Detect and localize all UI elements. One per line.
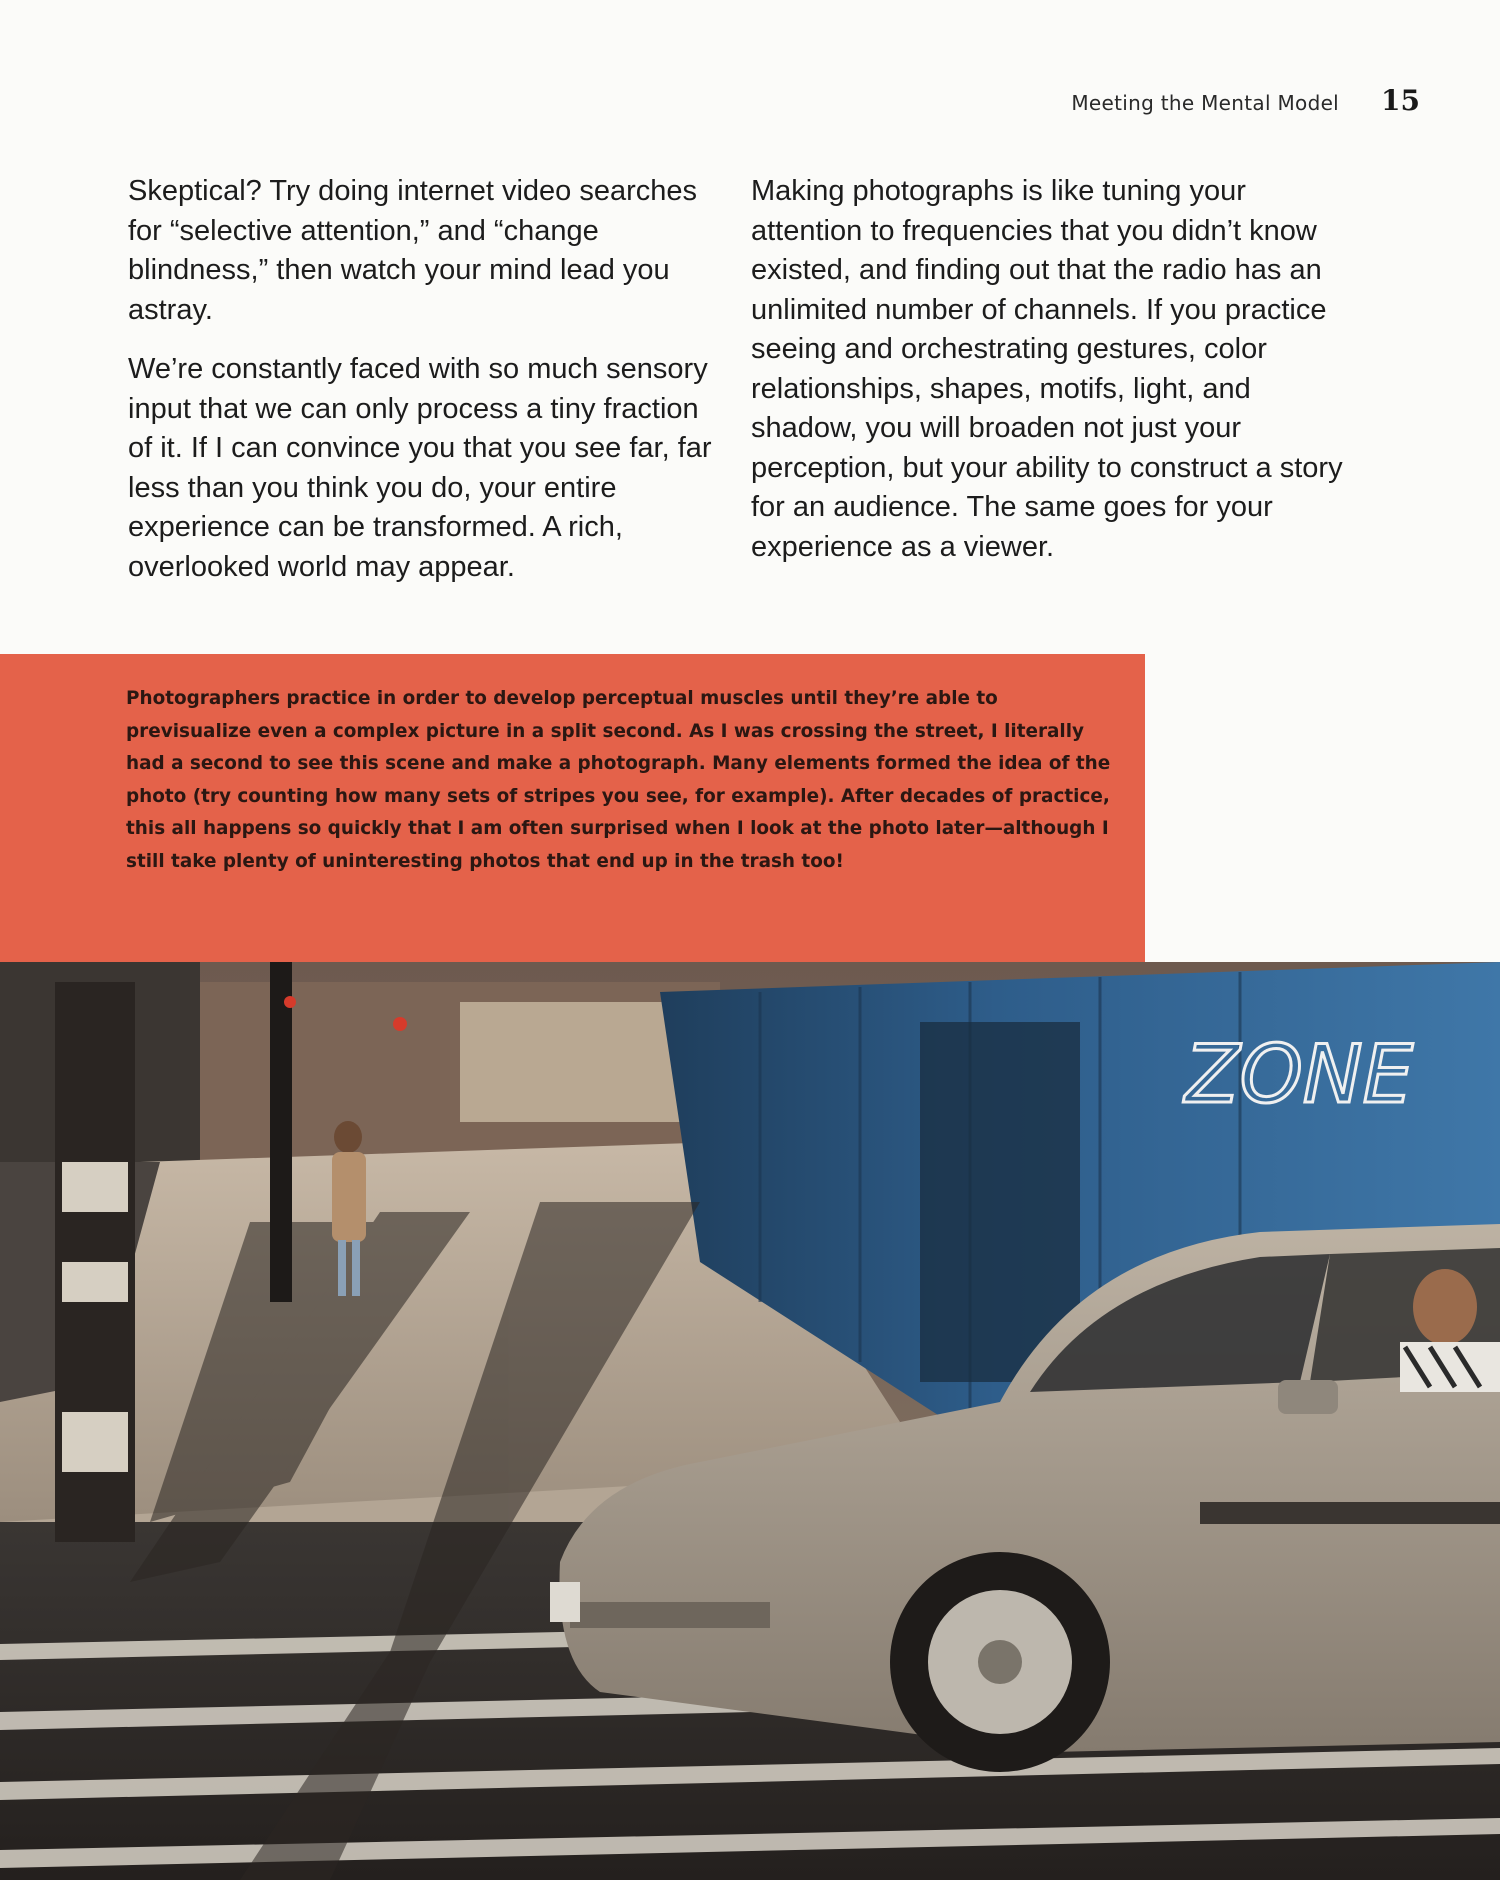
left-paragraph-1: Skeptical? Try doing internet video searches for “selective attention,” and “change blindness,” then watch your mind lead you astray.: [128, 175, 698, 326]
photo-caption: Photographers practice in order to develop perceptual muscles until they’re able to previsualize even a complex picture in a split second. As I was crossing the street, I literally had a second to see this scene and make a photograph. Many elements formed the idea of the photo (try counting how many sets of stripes you see, for example). After decades of practice, this all happens so quickly that I am often surprised when I look at the photo later—although I still take plenty of uninteresting photos that end up in the trash too!: [126, 688, 1111, 872]
pedestrian-leg-left: [338, 1240, 346, 1296]
left-paragraph-2: We’re constantly faced with so much sensory input that we can only process a tiny fraction of it. If I can convince you that you see far, far less than you think you do, your entire experience can be transformed. A rich, overlooked world may appear.: [128, 353, 712, 583]
side-mirror: [1278, 1380, 1338, 1414]
right-paragraph-1: Making photographs is like tuning your attention to frequencies that you didn’t know existed, and finding out that the radio has an unlimited number of channels. If you practice seeing and orchestrating gestures, color relationships, shapes, motifs, light, and shadow, you will broaden not just your perception, but your ability to construct a story for an audience. The same goes for your experience as a viewer.: [751, 175, 1343, 563]
traffic-light-red: [284, 996, 296, 1008]
street-photo: [0, 962, 1500, 1880]
running-head-title: Meeting the Mental Model: [1071, 91, 1340, 115]
graffiti-tag: ZONE: [1185, 1028, 1414, 1121]
street-photo-illustration: [0, 962, 1500, 1880]
running-header: [1071, 84, 1420, 124]
pedestrian-coat: [332, 1152, 366, 1242]
left-column: [128, 172, 724, 607]
page-number: 15: [1381, 84, 1420, 117]
pedestrian-head: [334, 1121, 362, 1153]
driver-face: [1413, 1269, 1477, 1345]
traffic-light-red-far: [393, 1017, 407, 1031]
pedestrian-leg-right: [352, 1240, 360, 1296]
background-building-facade: [460, 1002, 680, 1122]
right-column: [751, 172, 1351, 587]
street-pole: [270, 962, 292, 1302]
